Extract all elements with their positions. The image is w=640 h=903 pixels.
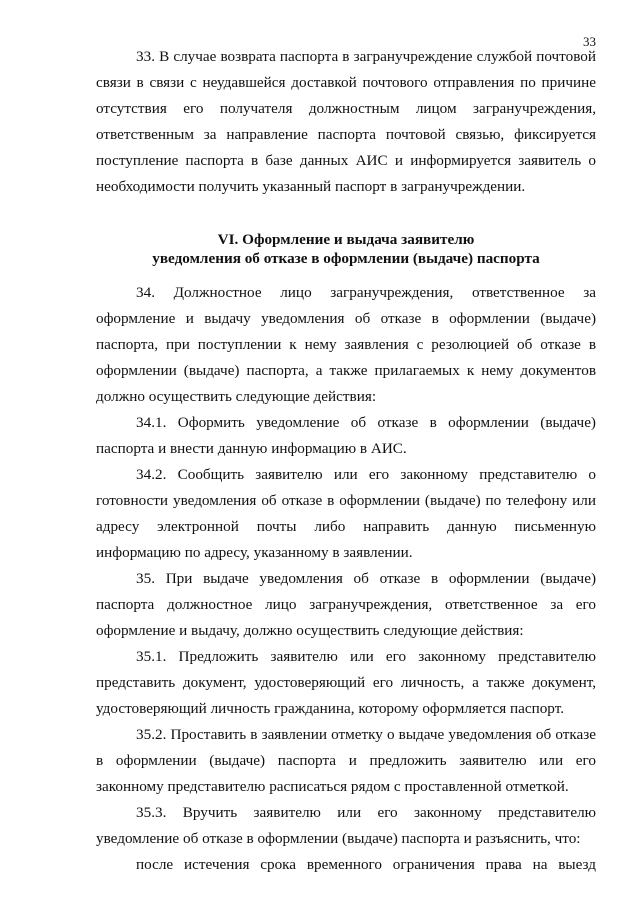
section-heading-line-2: уведомления об отказе в оформлении (выдаче) паспорта	[152, 250, 540, 267]
paragraph-35-1: 35.1. Предложить заявителю или его законному представителю представить документ, удостоверяющий его личность, а также документ, удостоверяющий личность гражданина, которому оформляется паспорт.	[96, 648, 596, 717]
paragraph-35-2: 35.2. Проставить в заявлении отметку о выдаче уведомления об отказе в оформлении (выдаче) паспорта и предложить заявителю или его законному представителю расписаться рядом с проставленной отметкой.	[96, 726, 596, 795]
paragraph-continuation: после истечения срока временного ограничения права на выезд	[136, 856, 596, 873]
section-heading-line-1: VI. Оформление и выдача заявителю	[217, 231, 475, 248]
page-number: 33	[583, 34, 596, 49]
paragraph-33: 33. В случае возврата паспорта в загранучреждение службой почтовой связи в связи с неудавшейся доставкой почтового отправления по причине отсутствия его получателя должностным лицом загранучреждения, ответственным за направление паспорта почтовой связью, фиксируется поступление паспорта в базе данных АИС и информируется заявитель о необходимости получить указанный паспорт в загранучреждении.	[96, 48, 596, 195]
paragraph-35: 35. При выдаче уведомления об отказе в оформлении (выдаче) паспорта должностное лицо загранучреждения, ответственное за его оформление и выдачу, должно осуществить следующие действия:	[96, 570, 596, 639]
paragraph-34-1: 34.1. Оформить уведомление об отказе в оформлении (выдаче) паспорта и внести данную информацию в АИС.	[96, 414, 596, 457]
paragraph-35-3: 35.3. Вручить заявителю или его законному представителю уведомление об отказе в оформлении (выдаче) паспорта и разъяснить, что:	[96, 804, 596, 847]
paragraph-34: 34. Должностное лицо загранучреждения, ответственное за оформление и выдачу уведомления об отказе в оформлении (выдаче) паспорта, при поступлении к нему заявления с резолюцией об отказе в оформлении (выдаче) паспорта, а также прилагаемых к нему документов должно осуществить следующие действия:	[96, 284, 596, 405]
section-heading	[96, 230, 596, 268]
paragraph-34-2: 34.2. Сообщить заявителю или его законному представителю о готовности уведомления об отказе в оформлении (выдаче) по телефону или адресу электронной почты либо направить данную письменную информацию по адресу, указанному в заявлении.	[96, 466, 596, 561]
